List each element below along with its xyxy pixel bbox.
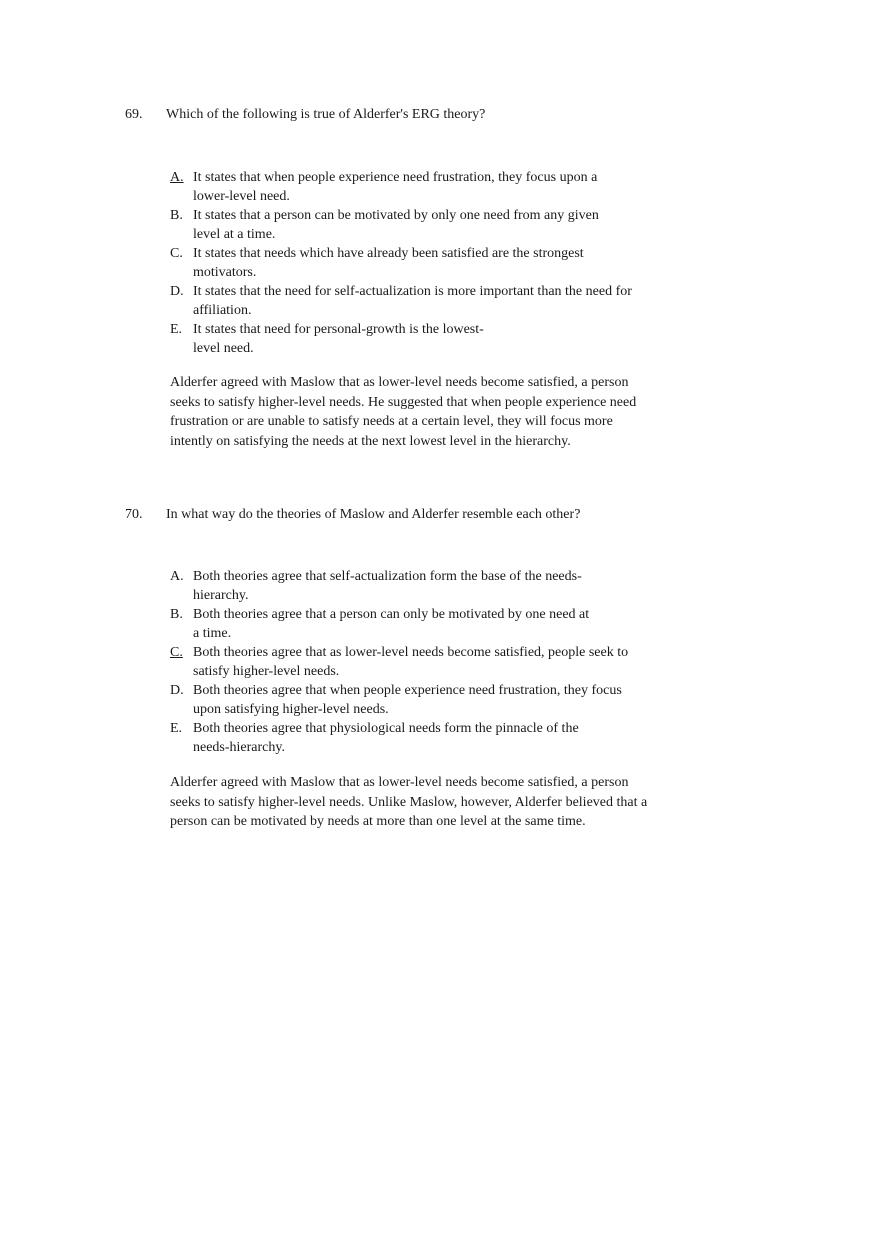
- option-letter: A.: [170, 569, 184, 584]
- option-a: [170, 567, 650, 605]
- options-list: [170, 168, 650, 358]
- option-letter: E.: [170, 322, 183, 337]
- option-text: Both theories agree that when people experience need frustration, they focus upon satisfying higher-level needs.: [193, 683, 622, 717]
- option-text: Both theories agree that a person can only be motivated by one need at a time.: [193, 607, 590, 641]
- option-c: [170, 244, 650, 282]
- option-b: [170, 206, 650, 244]
- option-letter: E.: [170, 721, 183, 736]
- option-b: [170, 605, 650, 643]
- question-text: In what way do the theories of Maslow and Alderfer resemble each other?: [166, 507, 581, 522]
- option-letter: B.: [170, 208, 183, 223]
- explanation: Alderfer agreed with Maslow that as lower-level needs become satisfied, a person seeks to satisfy higher-level needs. He suggested that when people experience need frustration or are unable to satisfy needs at a certain level, they will focus more intently on satisfying the needs at the next lowest level in the hierarchy.: [170, 375, 637, 450]
- option-c: [170, 643, 650, 681]
- option-letter: D.: [170, 284, 184, 299]
- option-text: Both theories agree that self-actualization form the base of the needs-hierarchy.: [193, 569, 582, 603]
- option-text: It states that when people experience need frustration, they focus upon a lower-level need.: [193, 170, 598, 204]
- option-text: It states that the need for self-actualization is more important than the need for affiliation.: [193, 284, 632, 318]
- option-e: [170, 320, 650, 358]
- explanation: Alderfer agreed with Maslow that as lower-level needs become satisfied, a person seeks to satisfy higher-level needs. Unlike Maslow, however, Alderfer believed that a person can be motivated by needs at more than one level at the same time.: [170, 775, 648, 830]
- option-letter: A.: [170, 170, 184, 185]
- option-text: It states that needs which have already been satisfied are the strongest motivators.: [193, 246, 584, 280]
- option-a: [170, 168, 650, 206]
- option-text: Both theories agree that as lower-level needs become satisfied, people seek to satisfy higher-level needs.: [193, 645, 629, 679]
- question-text: Which of the following is true of Alderfer's ERG theory?: [166, 107, 486, 122]
- option-letter: B.: [170, 607, 183, 622]
- option-letter: C.: [170, 246, 183, 261]
- option-e: [170, 719, 650, 757]
- option-d: [170, 681, 650, 719]
- option-d: [170, 282, 650, 320]
- option-text: Both theories agree that physiological needs form the pinnacle of the needs-hierarchy.: [193, 721, 579, 755]
- option-letter: C.: [170, 645, 183, 660]
- question-number: 69.: [125, 107, 143, 122]
- option-text: It states that a person can be motivated by only one need from any given level at a time.: [193, 208, 599, 242]
- option-letter: D.: [170, 683, 184, 698]
- question-number: 70.: [125, 507, 143, 522]
- options-list: [170, 567, 650, 757]
- option-text: It states that need for personal-growth is the lowest-level need.: [193, 322, 484, 356]
